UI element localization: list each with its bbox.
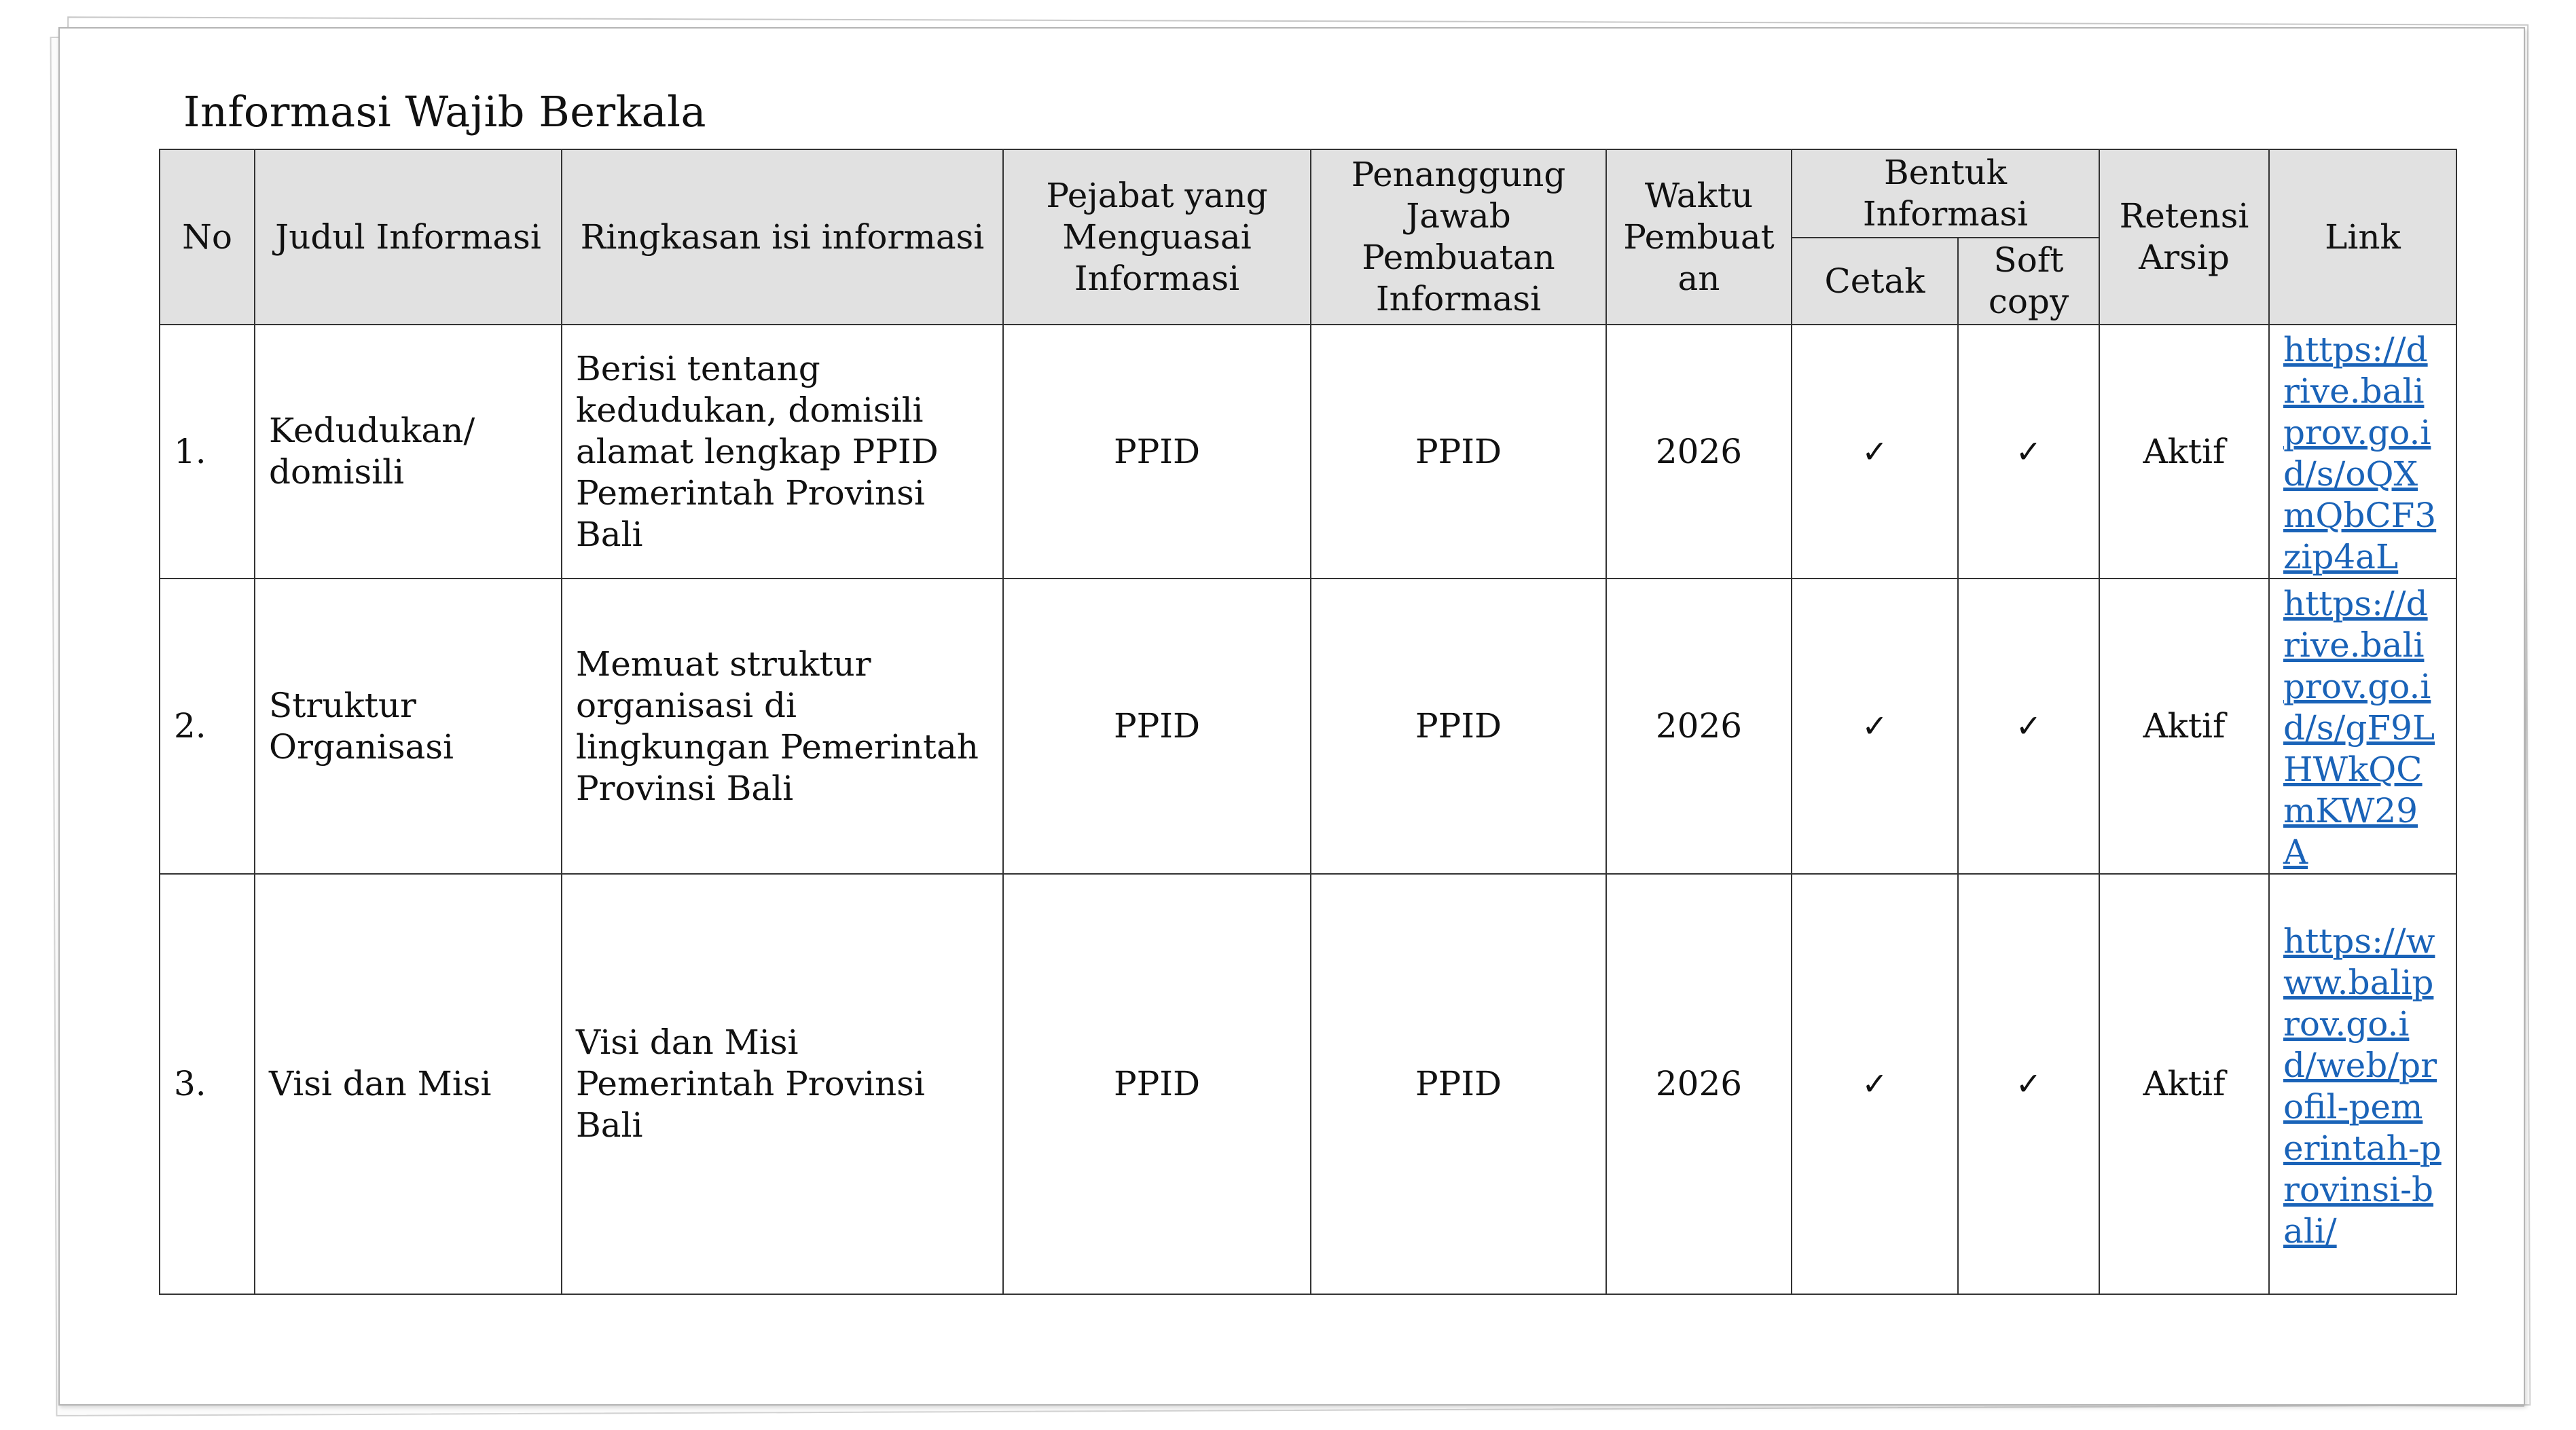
- cell-retensi: Aktif: [2099, 325, 2269, 579]
- check-icon: ✓: [1958, 874, 2099, 1294]
- cell-pejabat: PPID: [1003, 579, 1311, 874]
- info-table: [159, 149, 2457, 1295]
- header-judul-informasi: Judul Informasi: [255, 149, 562, 325]
- header-no: No: [160, 149, 255, 325]
- document-link[interactable]: https://drive.baliprov.go.id/s/oQXmQbCF3zip4aL: [2283, 330, 2437, 576]
- cell-judul: Struktur Organisasi: [255, 579, 562, 874]
- header-bentuk-informasi: Bentuk Informasi: [1792, 149, 2099, 238]
- table-body: [160, 325, 2456, 1294]
- cell-waktu: 2026: [1606, 325, 1792, 579]
- cell-retensi: Aktif: [2099, 579, 2269, 874]
- table-row: [160, 874, 2456, 1294]
- cell-link: [2269, 874, 2456, 1294]
- cell-waktu: 2026: [1606, 579, 1792, 874]
- cell-judul: Visi dan Misi: [255, 874, 562, 1294]
- cell-pejabat: PPID: [1003, 874, 1311, 1294]
- header-soft-copy: Soft copy: [1958, 238, 2099, 325]
- header-penanggung-jawab: Penanggung Jawab Pembuatan Informasi: [1311, 149, 1606, 325]
- header-link: Link: [2269, 149, 2456, 325]
- header-retensi-arsip: Retensi Arsip: [2099, 149, 2269, 325]
- cell-penanggung: PPID: [1311, 579, 1606, 874]
- cell-pejabat: PPID: [1003, 325, 1311, 579]
- check-icon: ✓: [1792, 579, 1958, 874]
- cell-retensi: Aktif: [2099, 874, 2269, 1294]
- cell-waktu: 2026: [1606, 874, 1792, 1294]
- document-link[interactable]: https://www.baliprov.go.id/web/profil-pemerintah-provinsi-bali/: [2283, 921, 2442, 1251]
- cell-penanggung: PPID: [1311, 325, 1606, 579]
- cell-ringkasan: Memuat struktur organisasi di lingkungan Pemerintah Provinsi Bali: [562, 579, 1003, 874]
- table-header: [160, 149, 2456, 325]
- header-cetak: Cetak: [1792, 238, 1958, 325]
- cell-ringkasan: Visi dan Misi Pemerintah Provinsi Bali: [562, 874, 1003, 1294]
- header-pejabat: Pejabat yang Menguasai Informasi: [1003, 149, 1311, 325]
- check-icon: ✓: [1958, 325, 2099, 579]
- check-icon: ✓: [1792, 874, 1958, 1294]
- cell-ringkasan: Berisi tentang kedudukan, domisili alamat lengkap PPID Pemerintah Provinsi Bali: [562, 325, 1003, 579]
- check-icon: ✓: [1958, 579, 2099, 874]
- table-row: [160, 579, 2456, 874]
- table-row: [160, 325, 2456, 579]
- cell-no: 2.: [160, 579, 255, 874]
- header-waktu-pembuatan: Waktu Pembuat an: [1606, 149, 1792, 325]
- cell-judul: Kedudukan/ domisili: [255, 325, 562, 579]
- check-icon: ✓: [1792, 325, 1958, 579]
- cell-link: [2269, 579, 2456, 874]
- document-link[interactable]: https://drive.baliprov.go.id/s/gF9LHWkQCmKW29A: [2283, 584, 2435, 872]
- cell-penanggung: PPID: [1311, 874, 1606, 1294]
- header-ringkasan: Ringkasan isi informasi: [562, 149, 1003, 325]
- cell-link: [2269, 325, 2456, 579]
- cell-no: 1.: [160, 325, 255, 579]
- document-title: Informasi Wajib Berkala: [183, 87, 706, 136]
- cell-no: 3.: [160, 874, 255, 1294]
